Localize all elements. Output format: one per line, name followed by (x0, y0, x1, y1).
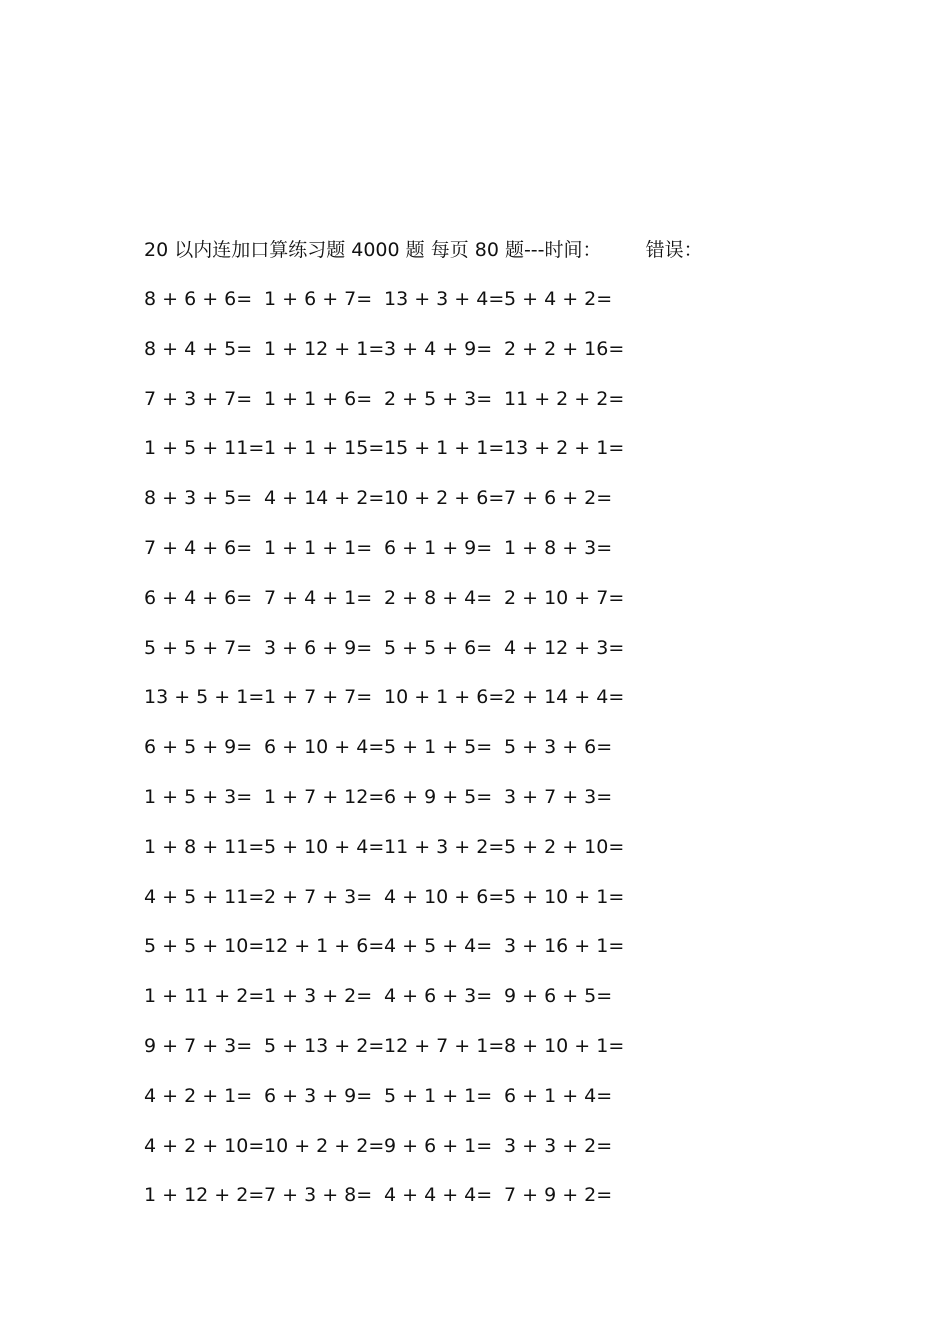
worksheet-title: 20 以内连加口算练习题 4000 题 每页 80 题---时间： (144, 239, 602, 261)
problem-item: 4 + 10 + 6= (384, 885, 505, 908)
problem-item: 6 + 10 + 4= (264, 736, 385, 759)
problem-item: 3 + 16 + 1= (504, 935, 625, 958)
problem-item: 1 + 12 + 1= (264, 337, 385, 360)
problem-item: 1 + 7 + 12= (264, 785, 385, 808)
problem-item: 2 + 8 + 4= (384, 586, 493, 609)
problem-item: 4 + 14 + 2= (264, 487, 385, 510)
problem-item: 13 + 3 + 4= (384, 288, 505, 310)
problem-item: 3 + 4 + 9= (384, 337, 493, 360)
problem-item: 1 + 1 + 1= (264, 536, 373, 559)
problem-item: 7 + 4 + 6= (144, 536, 253, 559)
problem-row (144, 884, 704, 934)
problem-item: 2 + 2 + 16= (504, 337, 625, 360)
problem-item: 12 + 1 + 6= (264, 935, 385, 958)
problem-item: 6 + 4 + 6= (144, 586, 253, 609)
problem-item: 4 + 5 + 4= (384, 935, 493, 958)
problem-item: 4 + 5 + 11= (144, 885, 265, 908)
problem-item: 5 + 5 + 7= (144, 636, 253, 659)
problem-item: 9 + 6 + 1= (384, 1134, 493, 1157)
problem-item: 3 + 3 + 2= (504, 1134, 613, 1157)
problem-item: 1 + 8 + 11= (144, 835, 265, 858)
problem-item: 1 + 3 + 2= (264, 985, 373, 1008)
problem-item: 5 + 13 + 2= (264, 1034, 385, 1057)
problem-item: 7 + 4 + 1= (264, 586, 373, 609)
problem-item: 9 + 7 + 3= (144, 1034, 253, 1057)
problem-row (144, 485, 704, 535)
problem-item: 12 + 7 + 1= (384, 1034, 505, 1057)
problem-item: 6 + 1 + 4= (504, 1084, 613, 1107)
problem-item: 2 + 5 + 3= (384, 387, 493, 410)
errors-label: 错误： (645, 239, 703, 261)
problem-item: 3 + 6 + 9= (264, 636, 373, 659)
problem-item: 6 + 3 + 9= (264, 1084, 373, 1107)
problem-item: 5 + 5 + 10= (144, 935, 265, 958)
problem-row (144, 784, 704, 834)
problem-item: 1 + 5 + 3= (144, 785, 253, 808)
problem-item: 3 + 7 + 3= (504, 785, 613, 808)
problem-item: 1 + 12 + 2= (144, 1184, 265, 1207)
problem-item: 13 + 2 + 1= (504, 437, 625, 460)
problem-row (144, 1033, 704, 1083)
problem-row (144, 684, 704, 734)
problem-item: 7 + 3 + 8= (264, 1184, 373, 1207)
problem-item: 4 + 2 + 10= (144, 1134, 265, 1157)
problem-item: 7 + 6 + 2= (504, 487, 613, 510)
problem-row (144, 635, 704, 685)
problem-item: 11 + 2 + 2= (504, 387, 625, 410)
problem-item: 4 + 4 + 4= (384, 1184, 493, 1207)
problem-item: 1 + 11 + 2= (144, 985, 265, 1008)
problem-item: 4 + 6 + 3= (384, 985, 493, 1008)
problem-row (144, 336, 704, 386)
problem-item: 4 + 12 + 3= (504, 636, 625, 659)
problem-row (144, 933, 704, 983)
problem-row (144, 734, 704, 784)
problem-item: 8 + 10 + 1= (504, 1034, 625, 1057)
problem-item: 5 + 2 + 10= (504, 835, 625, 858)
problem-item: 10 + 2 + 2= (264, 1134, 385, 1157)
problem-item: 5 + 3 + 6= (504, 736, 613, 759)
problem-item: 1 + 1 + 6= (264, 387, 373, 410)
problem-item: 2 + 10 + 7= (504, 586, 625, 609)
problem-row (144, 1182, 704, 1232)
problem-grid (144, 286, 704, 1232)
problem-item: 15 + 1 + 1= (384, 437, 505, 460)
problem-row (144, 386, 704, 436)
problem-item: 6 + 1 + 9= (384, 536, 493, 559)
problem-row (144, 1133, 704, 1183)
problem-item: 11 + 3 + 2= (384, 835, 505, 858)
problem-item: 6 + 9 + 5= (384, 785, 493, 808)
problem-item: 10 + 2 + 6= (384, 487, 505, 510)
problem-row (144, 834, 704, 884)
problem-row (144, 435, 704, 485)
problem-item: 6 + 5 + 9= (144, 736, 253, 759)
problem-item: 1 + 7 + 7= (264, 686, 373, 709)
problem-item: 8 + 4 + 5= (144, 337, 253, 360)
problem-item: 9 + 6 + 5= (504, 985, 613, 1008)
problem-row (144, 1083, 704, 1133)
problem-item: 1 + 6 + 7= (264, 288, 373, 310)
problem-item: 4 + 2 + 1= (144, 1084, 253, 1107)
problem-row (144, 535, 704, 585)
problem-item: 1 + 1 + 15= (264, 437, 385, 460)
problem-item: 5 + 4 + 2= (504, 288, 613, 310)
problem-item: 1 + 5 + 11= (144, 437, 265, 460)
problem-item: 10 + 1 + 6= (384, 686, 505, 709)
problem-item: 2 + 14 + 4= (504, 686, 625, 709)
problem-item: 5 + 5 + 6= (384, 636, 493, 659)
problem-row (144, 286, 704, 336)
worksheet-header (144, 236, 703, 264)
problem-item: 5 + 1 + 1= (384, 1084, 493, 1107)
problem-item: 5 + 1 + 5= (384, 736, 493, 759)
problem-row (144, 983, 704, 1033)
problem-item: 8 + 6 + 6= (144, 288, 253, 310)
problem-item: 5 + 10 + 1= (504, 885, 625, 908)
problem-item: 5 + 10 + 4= (264, 835, 385, 858)
problem-item: 1 + 8 + 3= (504, 536, 613, 559)
problem-item: 13 + 5 + 1= (144, 686, 265, 709)
problem-item: 7 + 3 + 7= (144, 387, 253, 410)
problem-row (144, 585, 704, 635)
problem-item: 7 + 9 + 2= (504, 1184, 613, 1207)
problem-item: 2 + 7 + 3= (264, 885, 373, 908)
problem-item: 8 + 3 + 5= (144, 487, 253, 510)
